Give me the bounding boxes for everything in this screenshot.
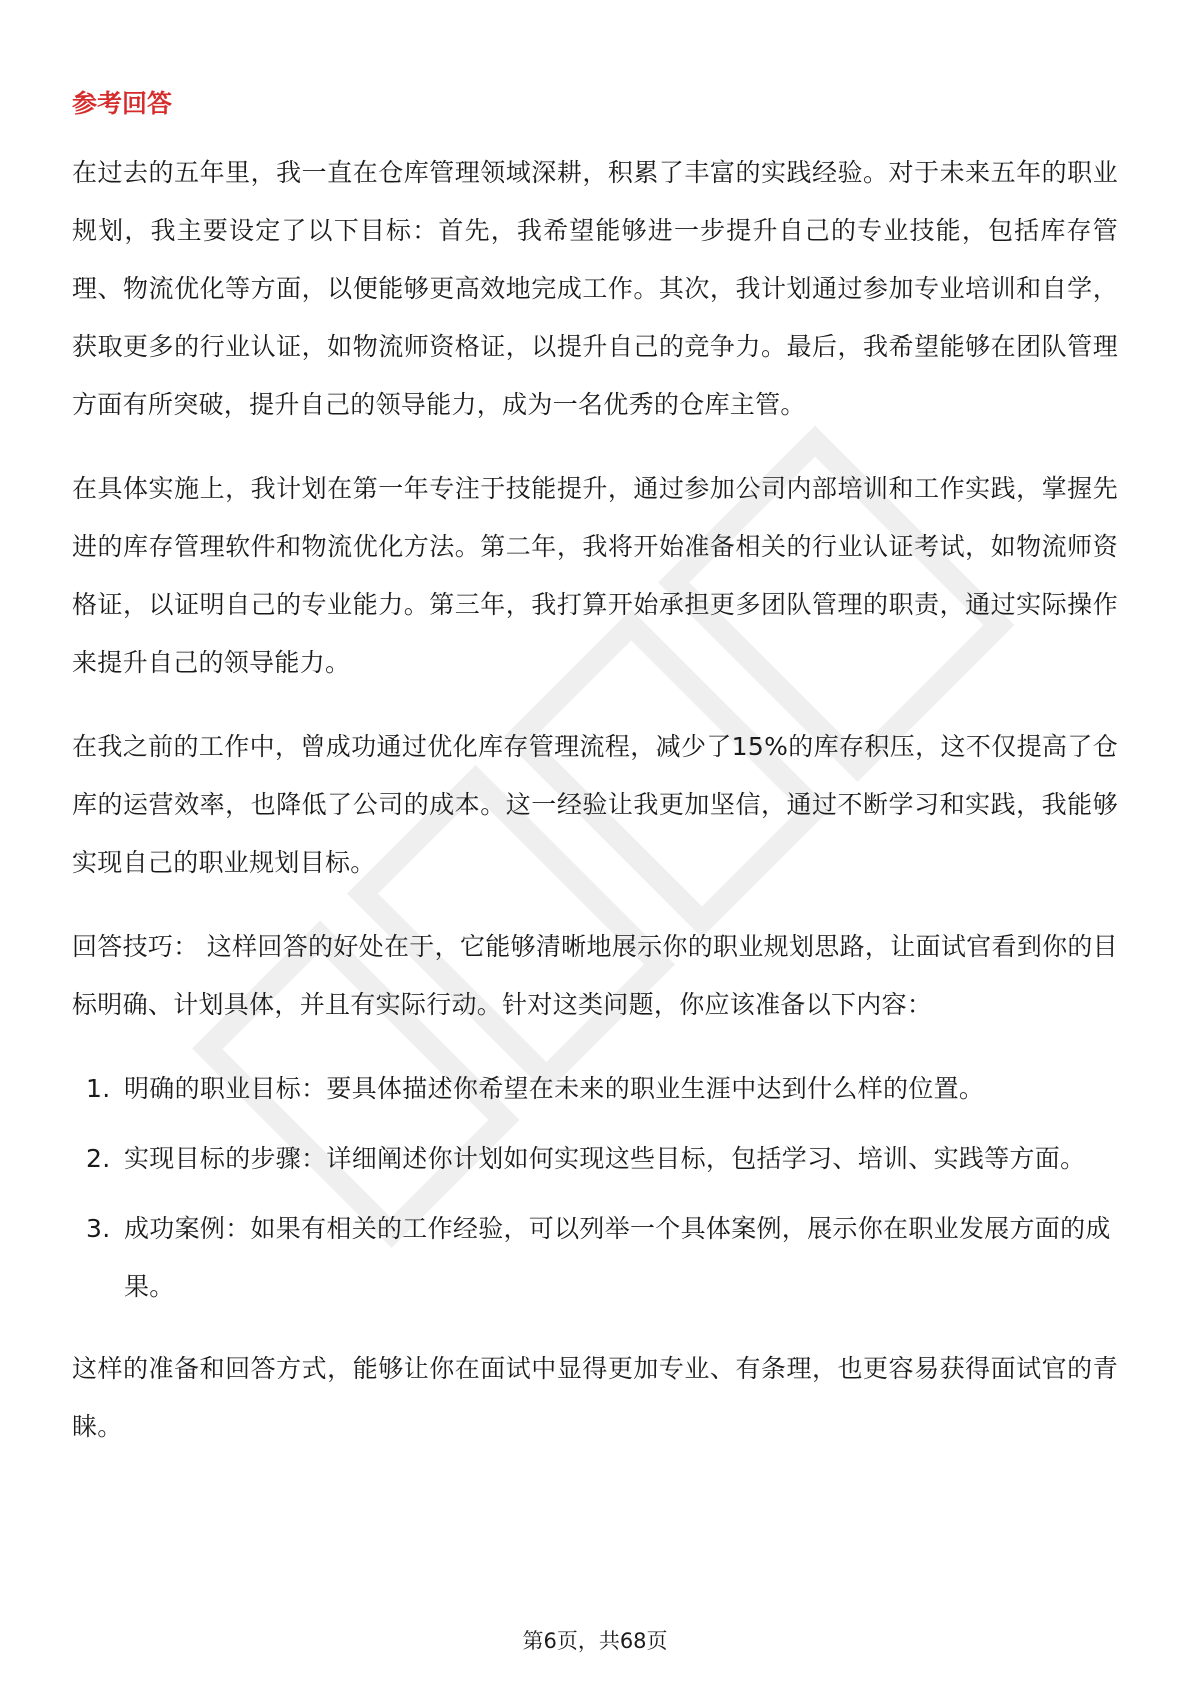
list-item-text: 实现目标的步骤：详细阐述你计划如何实现这些目标，包括学习、培训、实践等方面。 <box>124 1144 1086 1173</box>
tips-list <box>72 1060 1118 1316</box>
section-heading: 参考回答 <box>72 89 173 118</box>
tips-intro-paragraph: 回答技巧： 这样回答的好处在于，它能够清晰地展示你的职业规划思路，让面试官看到你的目标明确、计划具体，并且有实际行动。针对这类问题，你应该准备以下内容： <box>72 932 1118 1019</box>
closing-paragraph: 这样的准备和回答方式，能够让你在面试中显得更加专业、有条理，也更容易获得面试官的青睐。 <box>72 1354 1118 1441</box>
page-number-footer: 第6页，共68页 <box>522 1629 668 1653</box>
list-item-number: 1. <box>86 1074 111 1103</box>
list-item-number: 2. <box>86 1144 111 1173</box>
list-item-number: 3. <box>86 1214 111 1243</box>
main-content <box>72 86 1118 1482</box>
answer-paragraph-1: 在过去的五年里，我一直在仓库管理领域深耕，积累了丰富的实践经验。对于未来五年的职业规划，我主要设定了以下目标：首先，我希望能够进一步提升自己的专业技能，包括库存管理、物流优化等方面，以便能够更高效地完成工作。其次，我计划通过参加专业培训和自学，获取更多的行业认证，如物流师资格证，以提升自己的竞争力。最后，我希望能够在团队管理方面有所突破，提升自己的领导能力，成为一名优秀的仓库主管。 <box>72 158 1118 419</box>
answer-paragraph-3: 在我之前的工作中，曾成功通过优化库存管理流程，减少了15%的库存积压，这不仅提高了仓库的运营效率，也降低了公司的成本。这一经验让我更加坚信，通过不断学习和实践，我能够实现自己的职业规划目标。 <box>72 732 1118 877</box>
list-item-text: 成功案例：如果有相关的工作经验，可以列举一个具体案例，展示你在职业发展方面的成果。 <box>124 1214 1111 1301</box>
answer-paragraph-2: 在具体实施上，我计划在第一年专注于技能提升，通过参加公司内部培训和工作实践，掌握先进的库存管理软件和物流优化方法。第二年，我将开始准备相关的行业认证考试，如物流师资格证，以证明自己的专业能力。第三年，我打算开始承担更多团队管理的职责，通过实际操作来提升自己的领导能力。 <box>72 474 1118 677</box>
list-item <box>72 1130 1118 1188</box>
list-item <box>72 1060 1118 1118</box>
list-item <box>72 1200 1118 1316</box>
list-item-text: 明确的职业目标：要具体描述你希望在未来的职业生涯中达到什么样的位置。 <box>124 1074 985 1103</box>
